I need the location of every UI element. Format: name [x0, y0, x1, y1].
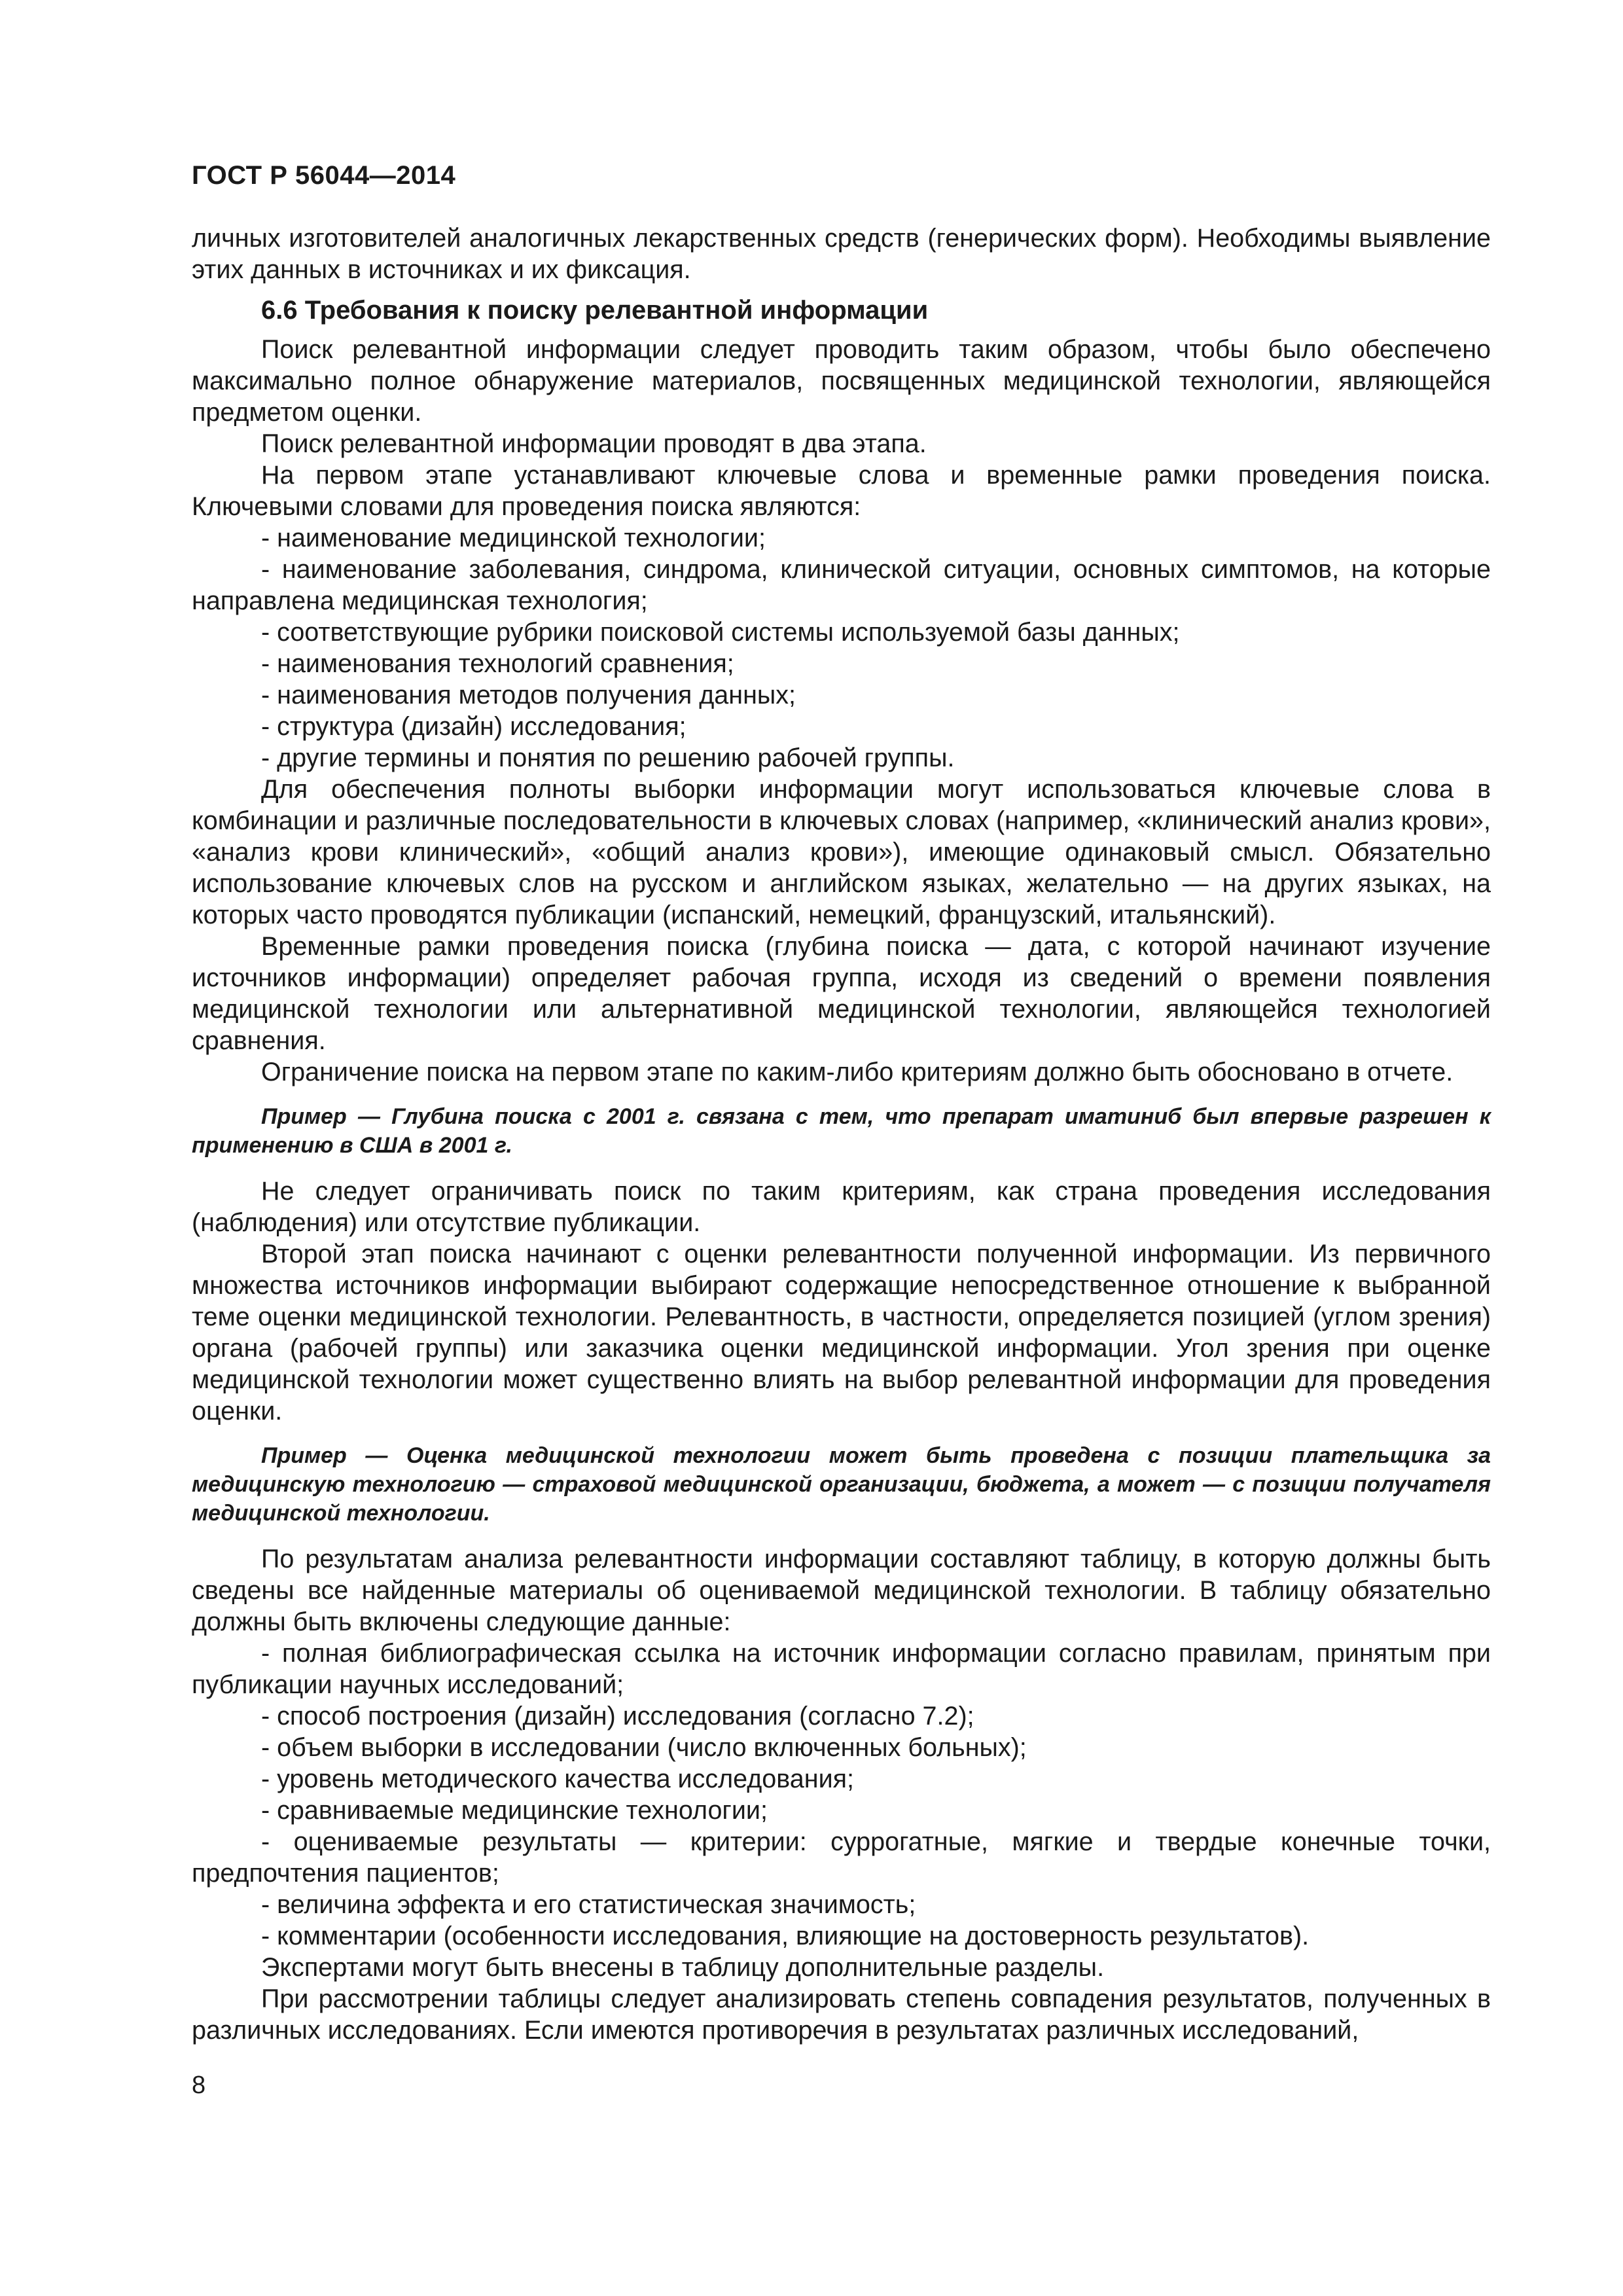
standard-header: ГОСТ Р 56044—2014 — [192, 161, 456, 190]
list-item: - наименование заболевания, синдрома, клинической ситуации, основных симптомов, на которые направлена медицинская технология; — [192, 555, 1491, 615]
continuation-paragraph: личных изготовителей аналогичных лекарственных средств (генерических форм). Необходимы выявление этих данных в источниках и их фиксация. — [192, 224, 1491, 284]
paragraph: Для обеспечения полноты выборки информации могут использоваться ключевые слова в комбинации и различные последовательности в ключевых словах (например, «клинический анализ крови», «анализ крови клинический», «общий анализ крови»), имеющие одинаковый смысл. Обязательно использование ключевых слов на русском и английском языках, желательно — на других языках, на которых часто проводятся публикации (испанский, немецкий, французский, итальянский). — [192, 775, 1491, 929]
list-item: - наименования методов получения данных; — [261, 681, 796, 709]
paragraph: Экспертами могут быть внесены в таблицу дополнительные разделы. — [261, 1953, 1105, 1982]
list-item: - сравниваемые медицинские технологии; — [261, 1796, 768, 1825]
paragraph: Ограничение поиска на первом этапе по каким-либо критериям должно быть обосновано в отчете. — [261, 1058, 1454, 1086]
list-item: - структура (дизайн) исследования; — [261, 712, 687, 741]
list-item: - наименование медицинской технологии; — [261, 524, 766, 552]
paragraph: На первом этапе устанавливают ключевые слова и временные рамки проведения поиска. Ключевыми словами для проведения поиска являются: — [192, 461, 1491, 521]
list-item: - соответствующие рубрики поисковой системы используемой базы данных; — [261, 618, 1180, 647]
list-item: - оцениваемые результаты — критерии: суррогатные, мягкие и твердые конечные точки, предпочтения пациентов; — [192, 1827, 1491, 1888]
list-item: - уровень методического качества исследования; — [261, 1765, 854, 1793]
list-item: - полная библиографическая ссылка на источник информации согласно правилам, принятым при публикации научных исследований; — [192, 1639, 1491, 1699]
example-note: Пример — Глубина поиска с 2001 г. связана с тем, что препарат иматиниб был впервые разрешен к применению в США в 2001 г. — [192, 1104, 1491, 1158]
list-item: - наименования технологий сравнения; — [261, 649, 734, 678]
paragraph: Не следует ограничивать поиск по таким критериям, как страна проведения исследования (наблюдения) или отсутствие публикации. — [192, 1177, 1491, 1237]
paragraph: По результатам анализа релевантности информации составляют таблицу, в которую должны быть сведены все найденные материалы об оцениваемой медицинской технологии. В таблицу обязательно должны быть включены следующие данные: — [192, 1545, 1491, 1636]
list-item: - способ построения (дизайн) исследования (согласно 7.2); — [261, 1702, 974, 1731]
page-number: 8 — [192, 2072, 206, 2099]
paragraph: Поиск релевантной информации следует проводить таким образом, чтобы было обеспечено максимально полное обнаружение материалов, посвященных медицинской технологии, являющейся предметом оценки. — [192, 335, 1491, 427]
list-item: - другие термины и понятия по решению рабочей группы. — [261, 744, 955, 772]
page-content — [192, 223, 1491, 2046]
paragraph: Временные рамки проведения поиска (глубина поиска — дата, с которой начинают изучение источников информации) определяет рабочая группа, исходя из сведений о времени появления медицинской технологии или альтернативной медицинской технологии, являющейся технологией сравнения. — [192, 932, 1491, 1055]
paragraph: При рассмотрении таблицы следует анализировать степень совпадения результатов, полученных в различных исследованиях. Если имеются противоречия в результатах различных исследований, — [192, 1984, 1491, 2045]
list-item: - объем выборки в исследовании (число включенных больных); — [261, 1733, 1027, 1762]
list-item: - величина эффекта и его статистическая значимость; — [261, 1890, 916, 1919]
list-item: - комментарии (особенности исследования, влияющие на достоверность результатов). — [261, 1922, 1310, 1950]
paragraph: Второй этап поиска начинают с оценки релевантности полученной информации. Из первичного множества источников информации выбирают содержащие непосредственное отношение к выбранной теме оценки медицинской технологии. Релевантность, в частности, определяется позицией (углом зрения) органа (рабочей группы) или заказчика оценки медицинской информации. Угол зрения при оценке медицинской технологии может существенно влиять на выбор релевантной информации для проведения оценки. — [192, 1240, 1491, 1426]
example-note: Пример — Оценка медицинской технологии может быть проведена с позиции плательщика за медицинскую технологию — страховой медицинской организации, бюджета, а может — с позиции получателя медицинской технологии. — [192, 1443, 1491, 1526]
section-heading: 6.6 Требования к поиску релевантной информации — [261, 296, 929, 325]
paragraph: Поиск релевантной информации проводят в два этапа. — [261, 429, 927, 458]
